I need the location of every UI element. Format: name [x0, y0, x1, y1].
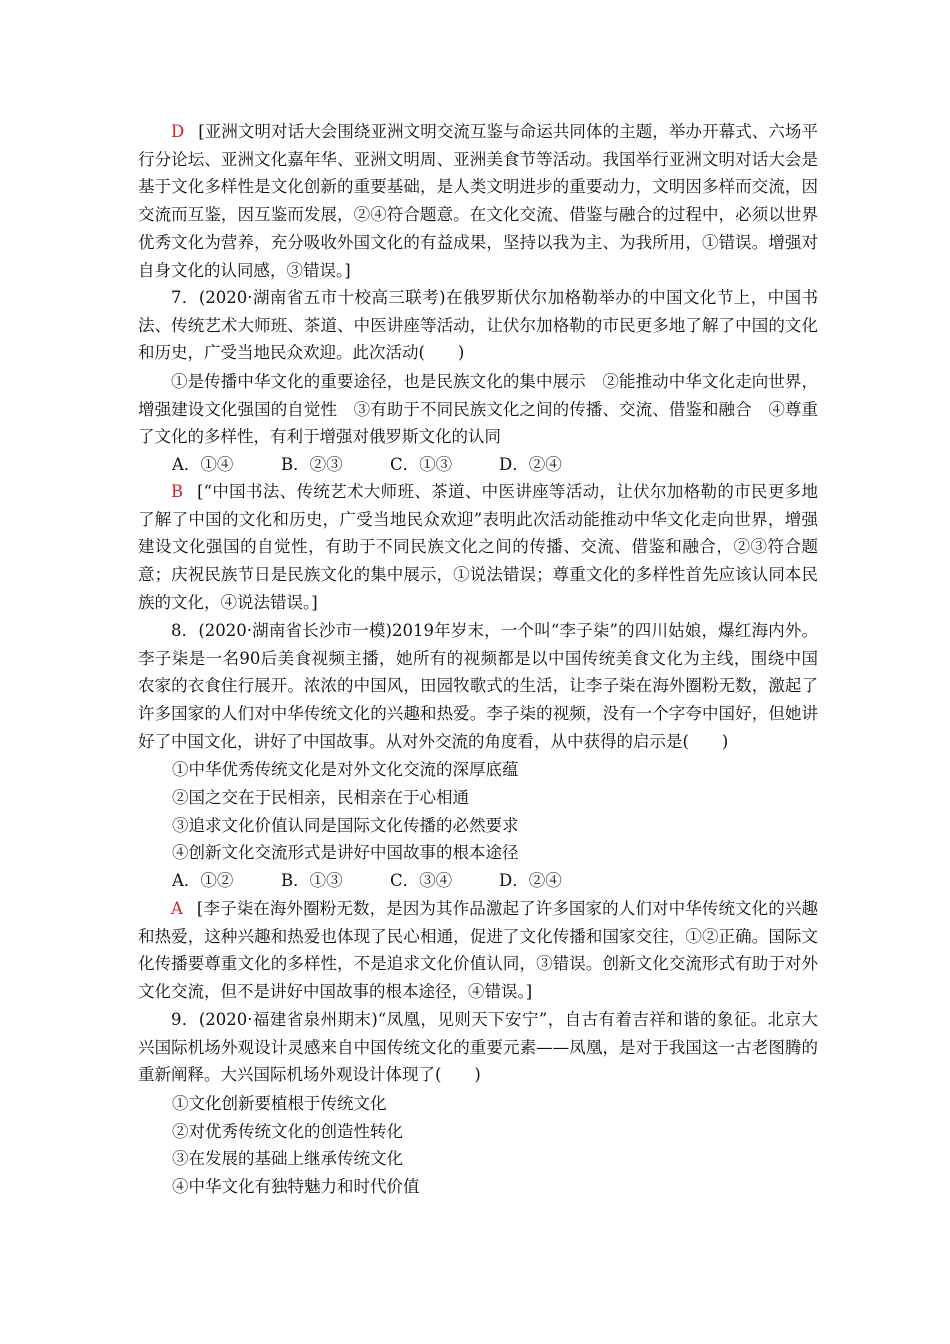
q8-choice-b: B．①③ — [281, 871, 343, 890]
q6-answer-letter: D — [171, 122, 185, 141]
q8-option-3: ③追求文化价值认同是国际文化传播的必然要求 — [172, 816, 519, 835]
q7-stem: 7．(2020·湖南省五市十校高三联考)在俄罗斯伏尔加格勒举办的中国文化节上，中国书法、传统艺术大师班、茶道、中医讲座等活动，让伏尔加格勒的市民更多地了解了中国的文化和历史，广受当地民众欢迎。此次活动( ) — [138, 288, 818, 363]
q8-option-2: ②国之交在于民相亲，民相亲在于心相通 — [172, 788, 469, 807]
q6-answer-paragraph — [138, 118, 818, 284]
q7-explanation: [“中国书法、传统艺术大师班、茶道、中医讲座等活动，让伏尔加格勒的市民更多地了解了中国的文化和历史，广受当地民众欢迎”表明此次活动能推动中华文化走向世界，增强建设文化强国的自觉性，有助于不同民族文化之间的传播、交流、借鉴和融合，②③符合题意；庆祝民族节日是民族文化的集中展示，①说法错误；尊重文化的多样性首先应该认同本民族的文化，④说法错误。] — [138, 482, 818, 612]
q8-answer-letter: A — [171, 899, 183, 918]
q8-stem: 8．(2020·湖南省长沙市一模)2019年岁末，一个叫“李子柒”的四川姑娘，爆红海内外。李子柒是一名90后美食视频主播，她所有的视频都是以中国传统美食文化为主线，围绕中国农家的衣食住行展开。浓浓的中国风，田园牧歌式的生活，让李子柒在海外圈粉无数，激起了许多国家的人们对中华传统文化的兴趣和热爱。李子柒的视频，没有一个字夸中国好，但她讲好了中国文化，讲好了中国故事。从对外交流的角度看，从中获得的启示是( ) — [138, 621, 818, 751]
q7-answer-paragraph — [138, 478, 818, 617]
q7-statements: ①是传播中华文化的重要途径，也是民族文化的集中展示 ②能推动中华文化走向世界，增强建设文化强国的自觉性 ③有助于不同民族文化之间的传播、交流、借鉴和融合 ④尊重了文化的多样性，有利于增强对俄罗斯文化的认同 — [138, 372, 818, 447]
q9-option-4: ④中华文化有独特魅力和时代价值 — [172, 1177, 420, 1196]
q8-answer-paragraph — [138, 895, 818, 1006]
q9-option-1: ①文化创新要植根于传统文化 — [172, 1094, 387, 1113]
q7-choice-c: C．①③ — [390, 455, 453, 474]
q7-choice-d: D．②④ — [499, 455, 562, 474]
q6-explanation: [亚洲文明对话大会围绕亚洲文明交流互鉴与命运共同体的主题，举办开幕式、六场平行分论坛、亚洲文化嘉年华、亚洲文明周、亚洲美食节等活动。我国举行亚洲文明对话大会是基于文化多样性是文化创新的重要基础，是人类文明进步的重要动力，文明因多样而交流，因交流而互鉴，因互鉴而发展，②④符合题意。在文化交流、借鉴与融合的过程中，必须以世界优秀文化为营养，充分吸收外国文化的有益成果，坚持以我为主、为我所用，①错误。增强对自身文化的认同感，③错误。] — [138, 122, 818, 280]
q7-choice-b: B．②③ — [281, 455, 343, 474]
q8-explanation: [李子柒在海外圈粉无数，是因为其作品激起了许多国家的人们对中华传统文化的兴趣和热爱，这种兴趣和热爱也体现了民心相通，促进了文化传播和国家交往，①②正确。国际文化传播要尊重文化的多样性，不是追求文化价值认同，③错误。创新文化交流形式有助于对外文化交流，但不是讲好中国故事的根本途径，④错误。] — [138, 899, 818, 1002]
q8-option-4: ④创新文化交流形式是讲好中国故事的根本途径 — [172, 843, 519, 862]
q7-choices — [172, 451, 608, 479]
q9-stem: 9．(2020·福建省泉州期末)“凤凰，见则天下安宁”，自古有着吉祥和谐的象征。北京大兴国际机场外观设计灵感来自中国传统文化的重要元素——凤凰，是对于我国这一古老图腾的重新阐释。大兴国际机场外观设计体现了( ) — [138, 1010, 818, 1085]
q8-option-1: ①中华优秀传统文化是对外文化交流的深厚底蕴 — [172, 760, 519, 779]
q7-answer-letter: B — [171, 482, 184, 501]
q8-choices — [172, 867, 608, 895]
q9-option-2: ②对优秀传统文化的创造性转化 — [172, 1122, 403, 1141]
q8-choice-a: A．①② — [172, 871, 234, 890]
q9-option-3: ③在发展的基础上继承传统文化 — [172, 1149, 403, 1168]
q7-choice-a: A．①④ — [172, 455, 234, 474]
q8-choice-c: C．③④ — [390, 871, 453, 890]
q8-choice-d: D．②④ — [499, 871, 562, 890]
